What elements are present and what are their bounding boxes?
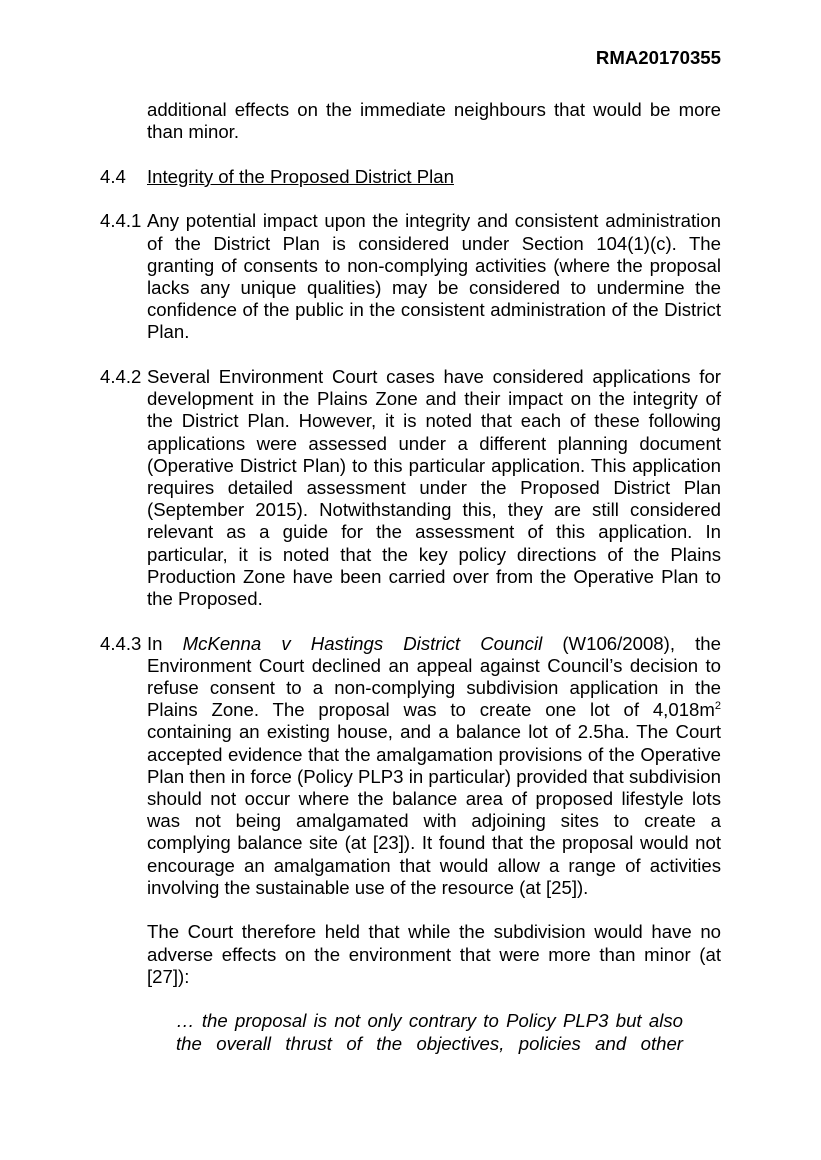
paragraph-text-part: containing an existing house, and a balance lot of 2.5ha. The Court accepted evidence that the amalgamation provisions of the Operative Plan then in force (Policy PLP3 in particular) provided that subdivision should not occur where the balance area of proposed lifestyle lots was not being amalgamated with adjoining sites to create a complying balance site (at [23]). It found that the proposal would not encourage an amalgamation that would allow a range of activities involving the sustainable use of the resource (at [25]). [147,721,721,898]
document-reference: RMA20170355 [595,47,721,68]
block-quote [176,1010,683,1054]
page-body [100,99,721,1055]
case-name: McKenna v Hastings District Council [182,632,543,654]
paragraph-4-4-3 [100,633,721,899]
section-number: 4.4 [100,165,126,187]
court-held-paragraph: The Court therefore held that while the subdivision would have no adverse effects on the environment that were more than minor (at [27]): [147,921,721,987]
paragraph-text: Any potential impact upon the integrity and consistent administration of the District Plan is considered under Section 104(1)(c). The granting of consents to non-complying activities (where the proposal lacks any unique qualities) may be considered to undermine the confidence of the public in the consistent administration of the District Plan. [147,210,721,343]
paragraph-number: 4.4.3 [100,632,142,654]
paragraph-number: 4.4.2 [100,366,142,387]
quote-line: the overall thrust of the objectives, policies and other [176,1032,683,1054]
quote-line: … the proposal is not only contrary to Policy PLP3 but also [176,1010,683,1032]
paragraph-4-4-1 [100,210,721,343]
superscript: 2 [714,700,721,713]
paragraph-text [147,633,721,899]
paragraph-text: Several Environment Court cases have considered applications for development in the Plains Zone and their impact on the integrity of the District Plan. However, it is noted that each of these following applications were assessed under a different planning document (Operative District Plan) to this particular application. This application requires detailed assessment under the Proposed District Plan (September 2015). Notwithstanding this, they are still considered relevant as a guide for the assessment of this application. In particular, it is noted that the key policy directions of the Plains Production Zone have been carried over from the Operative Plan to the Proposed. [147,366,721,610]
intro-paragraph: additional effects on the immediate neighbours that would be more than minor. [147,99,721,143]
paragraph-4-4-2 [100,366,721,610]
paragraph-number: 4.4.1 [100,210,142,232]
section-heading [100,166,721,188]
paragraph-text-part: (W106/2008), the Environment Court declined an appeal against Council’s decision to refuse consent to a non-complying subdivision application in the Plains Zone. The proposal was to create one lot of 4,018m [147,632,721,721]
word-in: In [147,632,163,654]
section-title: Integrity of the Proposed District Plan [147,165,454,187]
